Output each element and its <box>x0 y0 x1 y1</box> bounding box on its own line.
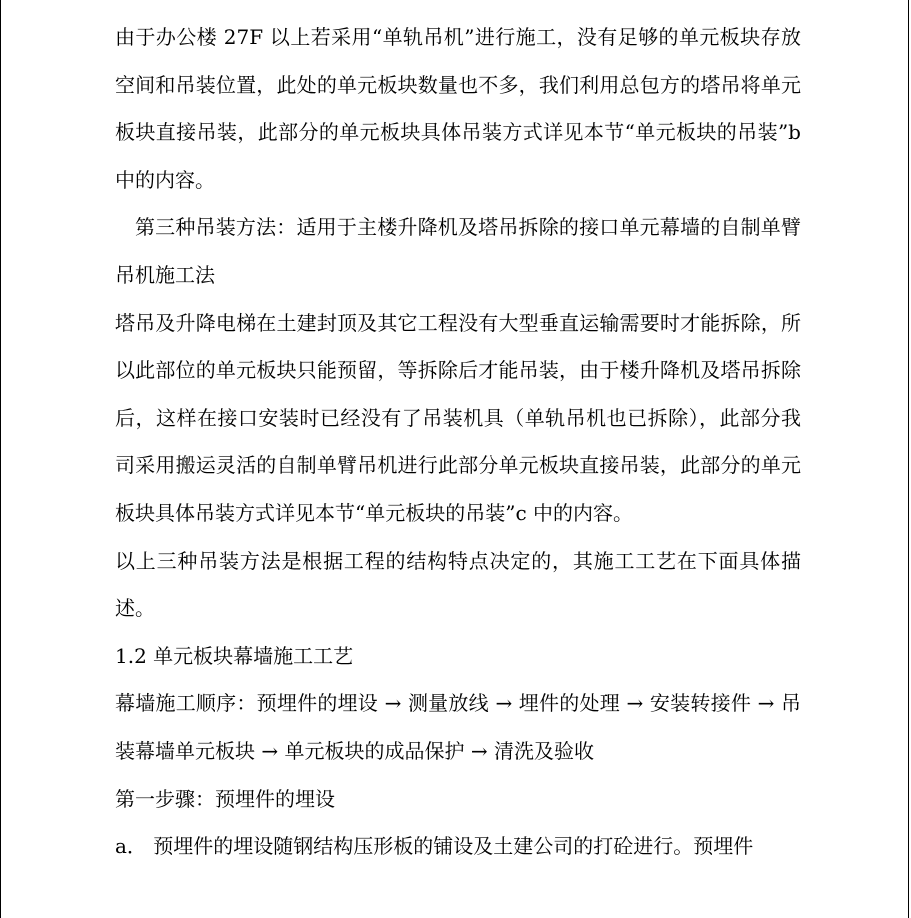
paragraph-third-method-heading: 第三种吊装方法：适用于主楼升降机及塔吊拆除的接口单元幕墙的自制单臂吊机施工法 <box>115 215 801 287</box>
paragraph-construction-sequence: 幕墙施工顺序：预埋件的埋设 → 测量放线 → 埋件的处理 → 安装转接件 → 吊装幕墙单元板块 → 单元板块的成品保护 → 清洗及验收 <box>115 691 801 763</box>
step-one-heading: 第一步骤：预埋件的埋设 <box>115 786 335 811</box>
paragraph-single-rail-crane-note: 由于办公楼 27F 以上若采用“单轨吊机”进行施工，没有足够的单元板块存放空间和吊装位置，此处的单元板块数量也不多，我们利用总包方的塔吊将单元板块直接吊装，此部分的单元板块具体吊装方式详见本节“单元板块的吊装”b 中的内容。 <box>115 25 801 192</box>
paragraph-step-a: a． 预埋件的埋设随钢结构压形板的铺设及土建公司的打砼进行。预埋件 <box>115 834 754 859</box>
paragraph-methods-summary: 以上三种吊装方法是根据工程的结构特点决定的，其施工工艺在下面具体描述。 <box>115 548 801 621</box>
section-heading-1-2: 1.2 单元板块幕墙施工工艺 <box>115 643 354 668</box>
paragraph-tower-crane-removal: 塔吊及升降电梯在土建封顶及其它工程没有大型垂直运输需要时才能拆除，所以此部位的单元板块只能预留，等拆除后才能吊装，由于楼升降机及塔吊拆除后，这样在接口安装时已经没有了吊装机具（单轨吊机也已拆除），此部分我司采用搬运灵活的自制单臂吊机进行此部分单元板块直接吊装，此部分的单元板块具体吊装方式详见本节“单元板块的吊装”c 中的内容。 <box>115 310 801 525</box>
document-body <box>115 14 801 871</box>
